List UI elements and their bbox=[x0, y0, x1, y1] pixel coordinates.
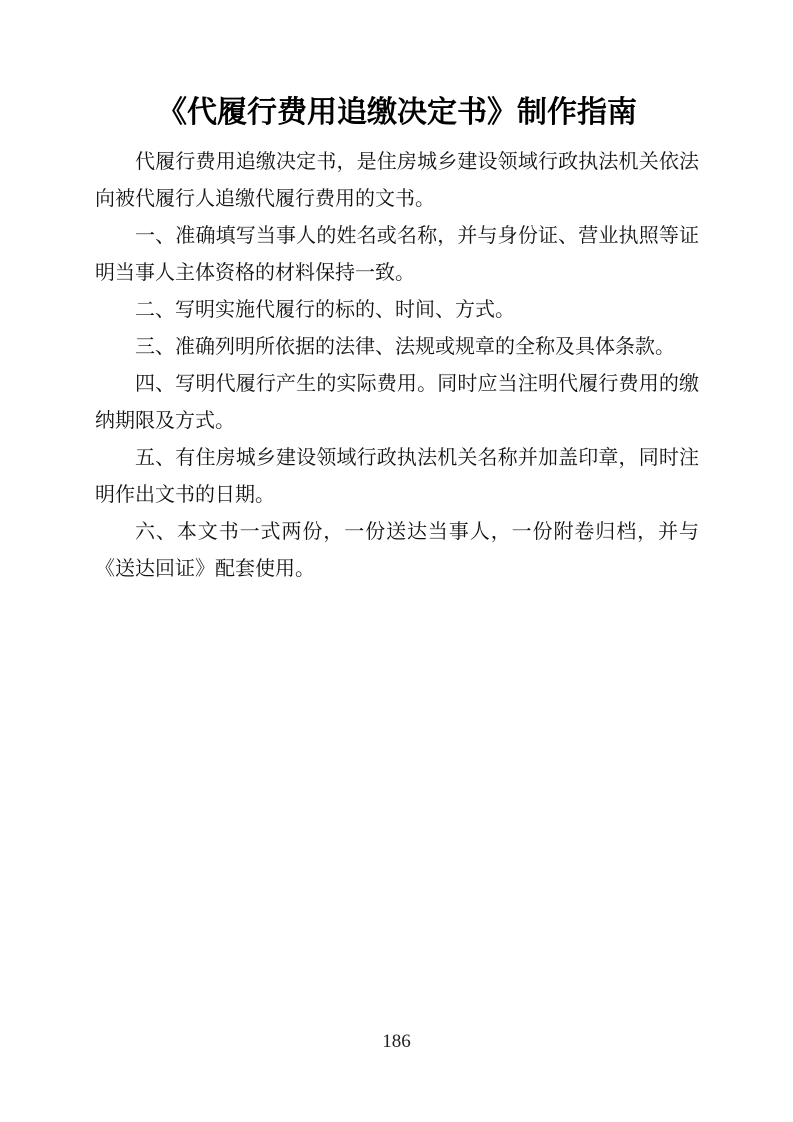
item-1-paragraph: 一、准确填写当事人的姓名或名称，并与身份证、营业执照等证明当事人主体资格的材料保持一致。 bbox=[95, 225, 699, 284]
item-5-paragraph: 五、有住房城乡建设领域行政执法机关名称并加盖印章，同时注明作出文书的日期。 bbox=[95, 447, 699, 506]
document-title: 《代履行费用追缴决定书》制作指南 bbox=[157, 96, 637, 129]
item-2-paragraph: 二、写明实施代履行的标的、时间、方式。 bbox=[135, 299, 515, 321]
item-6-paragraph: 六、本文书一式两份，一份送达当事人，一份附卷归档，并与《送达回证》配套使用。 bbox=[95, 521, 699, 580]
document-body bbox=[95, 90, 699, 588]
intro-paragraph: 代履行费用追缴决定书，是住房城乡建设领域行政执法机关依法向被代履行人追缴代履行费用的文书。 bbox=[95, 151, 699, 210]
page-number: 186 bbox=[382, 1031, 411, 1052]
item-3-paragraph: 三、准确列明所依据的法律、法规或规章的全称及具体条款。 bbox=[135, 336, 675, 358]
item-4-paragraph: 四、写明代履行产生的实际费用。同时应当注明代履行费用的缴纳期限及方式。 bbox=[95, 373, 699, 432]
